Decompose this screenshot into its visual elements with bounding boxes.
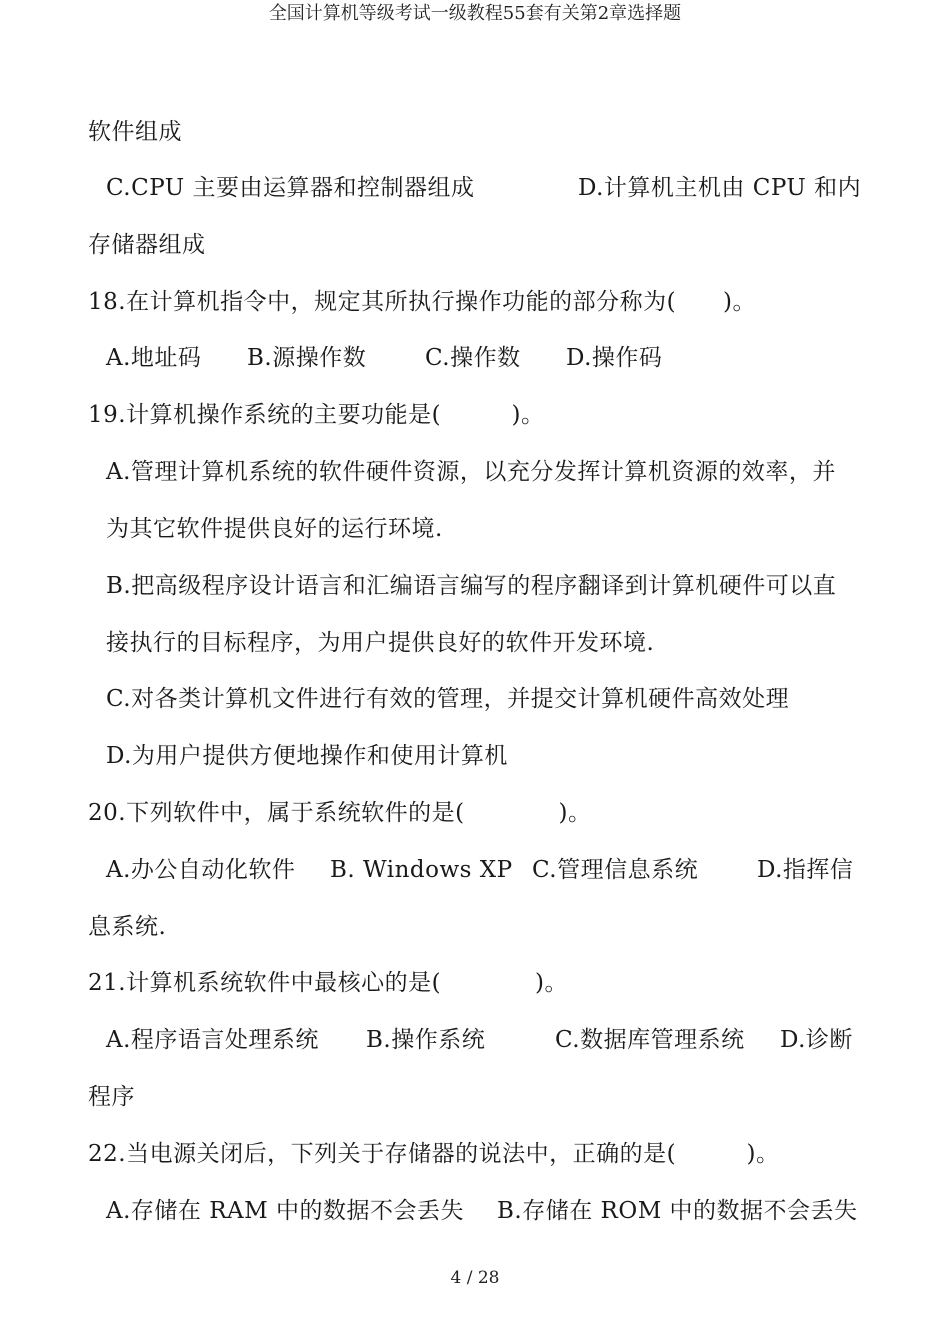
question-17-option-c: C.CPU 主要由运算器和控制器组成: [106, 175, 475, 201]
question-21-option-c: C.数据库管理系统: [555, 1027, 745, 1053]
question-20-stem: 20.下列软件中，属于系统软件的是( )。: [88, 800, 592, 826]
question-20-option-c: C.管理信息系统: [532, 857, 699, 883]
question-21-option-b: B.操作系统: [366, 1027, 486, 1053]
question-19-option-a-line1: A.管理计算机系统的软件硬件资源，以充分发挥计算机资源的效率，并: [106, 459, 836, 485]
question-18-option-a: A.地址码: [106, 345, 202, 371]
page-number: 4 / 28: [450, 1268, 500, 1288]
question-22-stem: 22.当电源关闭后，下列关于存储器的说法中，正确的是( )。: [88, 1141, 780, 1167]
question-22-option-b: B.存储在 ROM 中的数据不会丢失: [497, 1198, 858, 1224]
question-19-option-a-line2: 为其它软件提供良好的运行环境.: [106, 516, 443, 542]
question-17-continuation: 软件组成: [88, 119, 182, 145]
question-20-option-b: B. Windows XP: [330, 857, 513, 883]
question-19-option-b-line2: 接执行的目标程序，为用户提供良好的软件开发环境.: [106, 630, 655, 656]
question-18-stem: 18.在计算机指令中，规定其所执行操作功能的部分称为( )。: [88, 289, 757, 315]
question-19-stem: 19.计算机操作系统的主要功能是( )。: [88, 402, 545, 428]
question-18-option-c: C.操作数: [425, 345, 521, 371]
question-17-option-d-continuation: 存储器组成: [88, 232, 206, 258]
question-22-option-a: A.存储在 RAM 中的数据不会丢失: [106, 1198, 465, 1224]
question-20-option-d-continuation: 息系统.: [88, 914, 167, 940]
question-18-option-d: D.操作码: [566, 345, 663, 371]
question-21-option-d-continuation: 程序: [88, 1084, 135, 1110]
question-21-option-d: D.诊断: [780, 1027, 853, 1053]
page-header: 全国计算机等级考试一级教程55套有关第2章选择题: [268, 3, 682, 24]
question-20-option-d: D.指挥信: [757, 857, 854, 883]
question-18-option-b: B.源操作数: [247, 345, 367, 371]
question-20-option-a: A.办公自动化软件: [106, 857, 296, 883]
question-19-option-b-line1: B.把高级程序设计语言和汇编语言编写的程序翻译到计算机硬件可以直: [106, 573, 837, 599]
question-19-option-d: D.为用户提供方便地操作和使用计算机: [106, 743, 508, 769]
question-19-option-c: C.对各类计算机文件进行有效的管理，并提交计算机硬件高效处理: [106, 686, 790, 712]
question-21-stem: 21.计算机系统软件中最核心的是( )。: [88, 970, 569, 996]
question-21-option-a: A.程序语言处理系统: [106, 1027, 319, 1053]
question-17-option-d: D.计算机主机由 CPU 和内: [578, 175, 862, 201]
